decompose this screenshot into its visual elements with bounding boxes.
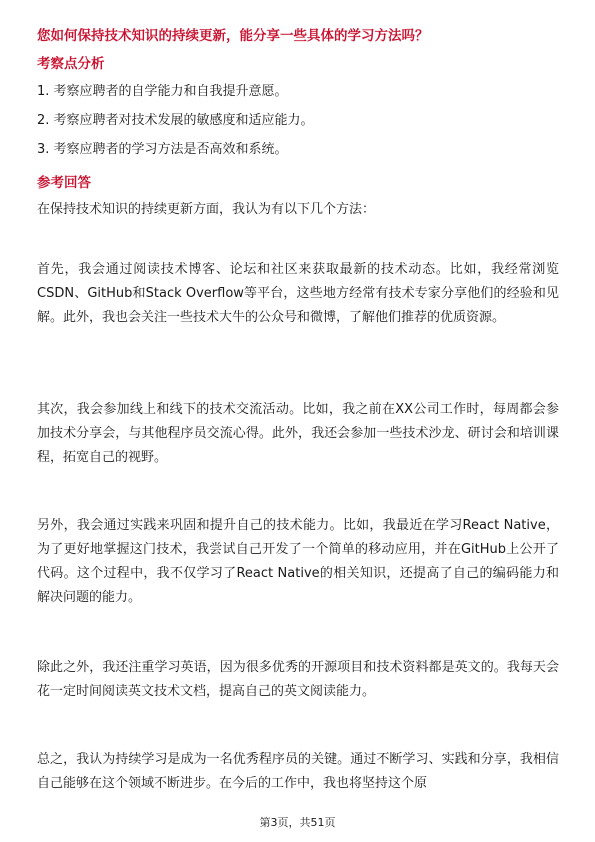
question-heading: 您如何保持技术知识的持续更新，能分享一些具体的学习方法吗？ <box>37 28 429 44</box>
analysis-point: 1. 考察应聘者的自学能力和自我提升意愿。 <box>37 84 288 99</box>
page-footer: 第3页，共51页 <box>259 816 336 829</box>
analysis-heading: 考察点分析 <box>37 56 105 72</box>
analysis-point: 2. 考察应聘者对技术发展的敏感度和适应能力。 <box>37 113 314 128</box>
analysis-point: 3. 考察应聘者的学习方法是否高效和系统。 <box>37 142 288 157</box>
answer-paragraph: 在保持技术知识的持续更新方面，我认为有以下几个方法： <box>37 202 376 217</box>
answer-paragraph: 其次，我会参加线上和线下的技术交流活动。比如，我之前在XX公司工作时，每周都会参加技术分享会，与其他程序员交流心得。此外，我还会参加一些技术沙龙、研讨会和培训课程，拓宽自己的视野。 <box>37 402 559 465</box>
answer-paragraph: 除此之外，我还注重学习英语，因为很多优秀的开源项目和技术资料都是英文的。我每天会花一定时间阅读英文技术文档，提高自己的英文阅读能力。 <box>37 660 559 699</box>
answer-paragraph: 总之，我认为持续学习是成为一名优秀程序员的关键。通过不断学习、实践和分享，我相信自己能够在这个领域不断进步。在今后的工作中，我也将坚持这个原 <box>37 752 559 791</box>
answer-paragraph: 首先，我会通过阅读技术博客、论坛和社区来获取最新的技术动态。比如，我经常浏览CSDN、GitHub和Stack Overflow等平台，这些地方经常有技术专家分享他们的经验和见解。此外，我也会关注一些技术大牛的公众号和微博，了解他们推荐的优质资源。 <box>37 262 559 325</box>
answer-paragraph: 另外，我会通过实践来巩固和提升自己的技术能力。比如，我最近在学习React Native，为了更好地掌握这门技术，我尝试自己开发了一个简单的移动应用，并在GitHub上公开了代码。这个过程中，我不仅学习了React Native的相关知识，还提高了自己的编码能力和解决问题的能力。 <box>37 518 559 605</box>
answer-heading: 参考回答 <box>37 175 91 191</box>
